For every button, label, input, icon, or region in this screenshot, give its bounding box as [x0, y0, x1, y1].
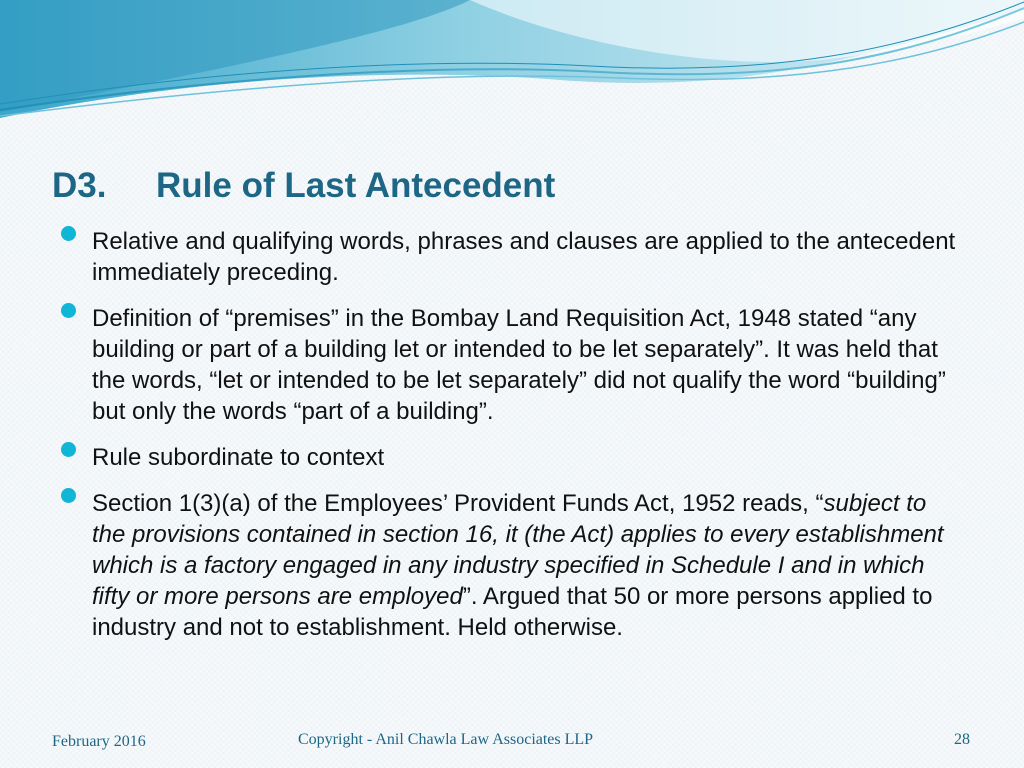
bullet-dot-icon: [61, 488, 76, 503]
footer-copyright: Copyright - Anil Chawla Law Associates LLP: [298, 731, 594, 748]
bullet-dot-icon: [61, 303, 76, 318]
bullet-text: Rule subordinate to context: [92, 444, 385, 471]
slide-title-text: Rule of Last Antecedent: [156, 166, 556, 205]
footer-page-number: 28: [954, 731, 970, 748]
footer-date: February 2016: [52, 733, 146, 750]
bullet-item: [60, 488, 960, 643]
bullet-list: [60, 226, 960, 658]
slide-number-label: D3.: [52, 166, 107, 205]
bullet-dot-icon: [61, 226, 76, 241]
bullet-item: [60, 303, 960, 427]
bullet-item: [60, 442, 960, 473]
bullet-text-italic-quote: subject to the provisions contained in section 16, it (the Act) applies to every establishment which is a factory engaged in any industry specified in Schedule I and in which fifty or more persons are employed: [92, 490, 944, 610]
bullet-text: [92, 490, 944, 641]
bullet-item: [60, 226, 960, 288]
bullet-text-plain: Section 1(3)(a) of the Employees’ Provident Funds Act, 1952 reads, “: [92, 490, 824, 517]
bullet-text-plain-end: ”. Argued that 50 or more persons applied to industry and not to establishment. Held otherwise.: [92, 583, 933, 641]
bullet-text: Definition of “premises” in the Bombay Land Requisition Act, 1948 stated “any building or part of a building let or intended to be let separately”. It was held that the words, “let or intended to be let separately” did not qualify the word “building” but only the words “part of a building”.: [92, 305, 946, 425]
bullet-dot-icon: [61, 442, 76, 457]
slide-title: [52, 164, 555, 208]
bullet-text: Relative and qualifying words, phrases and clauses are applied to the antecedent immediately preceding.: [92, 228, 956, 286]
header-wave-decoration: [0, 0, 1024, 120]
